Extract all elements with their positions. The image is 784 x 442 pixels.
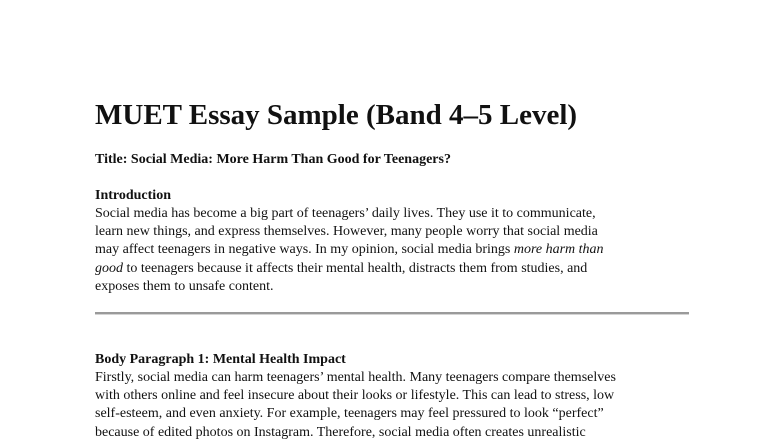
- emphasis-text: more harm than: [513, 242, 604, 258]
- paragraph-line: self-esteem, and even anxiety. For example, teenagers may feel pressured to look “perfect”: [95, 406, 604, 422]
- paragraph-line: because of edited photos on Instagram. Therefore, social media often creates unrealistic: [95, 424, 586, 440]
- paragraph-line: Social media has become a big part of teenagers’ daily lives. They use it to communicate,: [95, 206, 596, 221]
- paragraph-line: [95, 241, 695, 259]
- emphasis-text: good: [95, 260, 123, 276]
- section-divider: [95, 312, 689, 315]
- paragraph-line: Firstly, social media can harm teenagers’ mental health. Many teenagers compare themselves: [95, 370, 616, 385]
- essay-title: Title: Social Media: More Harm Than Good for Teenagers?: [95, 152, 451, 167]
- paragraph-line: [95, 260, 695, 278]
- paragraph-line: exposes them to unsafe content.: [95, 278, 274, 294]
- introduction-paragraph: [95, 205, 695, 296]
- paragraph-text: may affect teenagers in negative ways. In my opinion, social media brings: [95, 242, 511, 258]
- paragraph-line: learn new things, and express themselves. However, many people worry that social media: [95, 224, 598, 240]
- body-paragraph-1-heading: Body Paragraph 1: Mental Health Impact: [95, 352, 346, 367]
- introduction-heading: Introduction: [95, 188, 171, 203]
- body-paragraph-1: [95, 369, 695, 442]
- document-title: MUET Essay Sample (Band 4–5 Level): [95, 99, 578, 131]
- paragraph-text: to teenagers because it affects their mental health, distracts them from studies, and: [126, 260, 588, 276]
- paragraph-line: with others online and feel insecure about their looks or lifestyle. This can lead to stress, low: [95, 388, 615, 404]
